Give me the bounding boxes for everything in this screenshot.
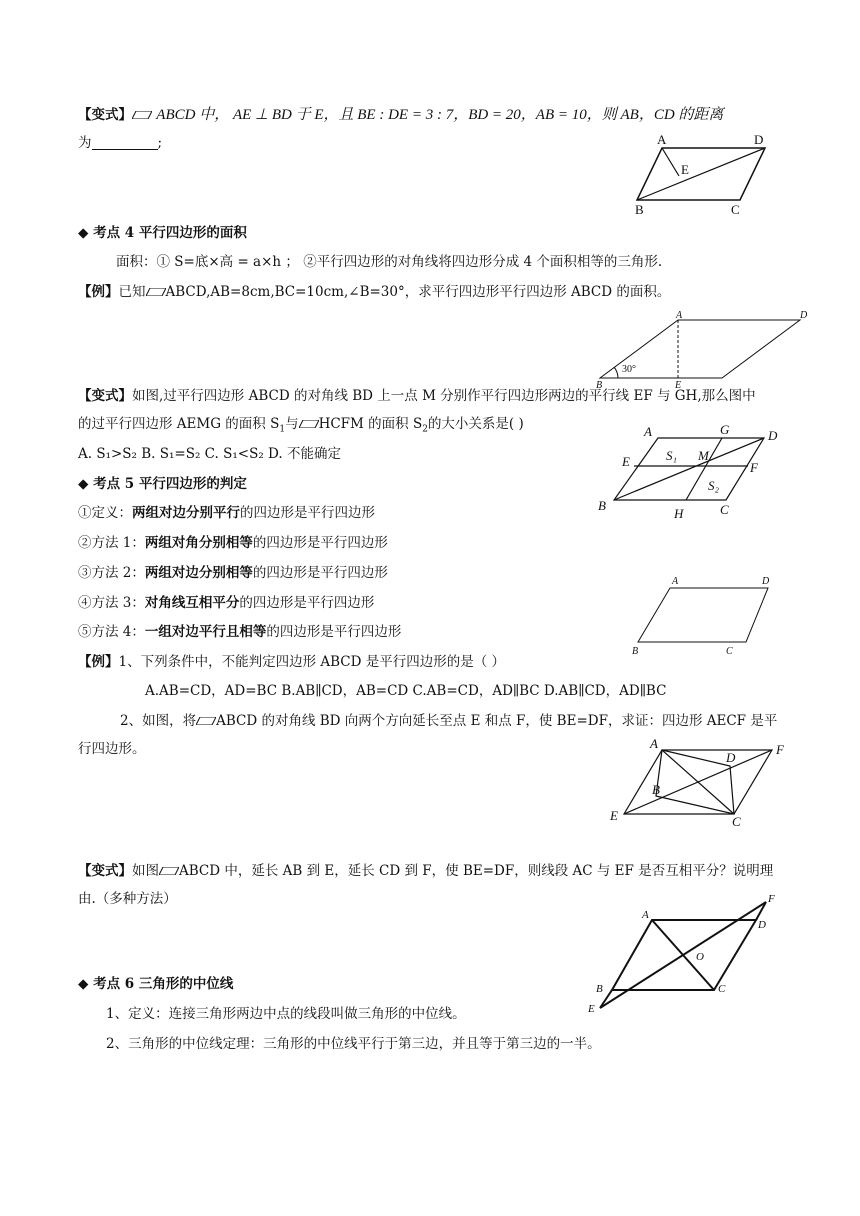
criterion-4: ④方法 3：对角线互相平分的四边形是平行四边形 xyxy=(78,595,375,611)
figure-parallelogram-abcd-e xyxy=(632,130,778,220)
example5-q1: 【例】1、下列条件中，不能判定四边形 ABCD 是平行四边形的是（ ） xyxy=(78,654,506,670)
variant2-line1: 【变式】如图,过平行四边形 ABCD 的对角线 BD 上一点 M 分别作平行四边形两边的平行线 EF 与 GH,那么图中 xyxy=(78,388,756,404)
fig2-angle-label: 30° xyxy=(622,364,636,375)
example4-line: 【例】已知 ABCD,AB=8cm,BC=10cm,∠B=30°，求平行四边形平行四边形 ABCD 的面积。 xyxy=(78,284,671,300)
fig4-label-c: C xyxy=(726,646,733,657)
section-title-4: ◆ 考点 4 平行四边形的面积 xyxy=(78,225,247,241)
fig6-label-d: D xyxy=(758,919,766,931)
example5-q2-line2: 行四边形。 xyxy=(78,741,146,757)
area-formulas: 面积：① S=底×高 = a×h ； ②平行四边形的对角线将四边形分成 4 个面积相等的三角形. xyxy=(116,254,663,270)
midline-definition: 1、定义：连接三角形两边中点的线段叫做三角形的中位线。 xyxy=(106,1006,466,1022)
fig3-label-a: A xyxy=(644,424,652,439)
fig3-label-c: C xyxy=(720,502,729,517)
criterion-1: ①定义：两组对边分别平行的四边形是平行四边形 xyxy=(78,505,375,521)
fig1-label-d: D xyxy=(754,132,764,147)
fig2-label-a: A xyxy=(676,310,683,321)
criterion-3: ③方法 2：两组对边分别相等的四边形是平行四边形 xyxy=(78,565,388,581)
fig3-label-h: H xyxy=(674,506,684,521)
variant2-options: A. S₁>S₂ B. S₁=S₂ C. S₁<S₂ D. 不能确定 xyxy=(78,446,341,462)
example5-q2-line1: 2、如图，将 ABCD 的对角线 BD 向两个方向延长至点 E 和点 F，使 BE=DF，求证：四边形 AECF 是平 xyxy=(120,713,778,729)
parallelogram-icon xyxy=(146,288,166,296)
fig6-label-e: E xyxy=(588,1003,595,1015)
fig3-label-d: D xyxy=(768,428,778,443)
figure-parallelogram-abcd xyxy=(628,570,778,660)
example5-q1-options: A.AB=CD，AD=BC B.AB∥CD，AB=CD C.AB=CD，AD∥BC D.AB∥CD，AD∥BC xyxy=(145,683,667,699)
parallelogram-icon xyxy=(196,717,216,725)
section-title-6: ◆ 考点 6 三角形的中位线 xyxy=(78,976,234,992)
fig5-label-e: E xyxy=(610,808,618,823)
variant1-math: ABCD 中， AE ⊥ BD 于 E，且 BE : DE = 3 : 7，BD = 20，AB = 10，则 AB，CD 的距离 xyxy=(156,107,724,123)
variant-tag: 【变式】 xyxy=(78,107,132,123)
fig3-label-b: B xyxy=(598,498,606,513)
figure-parallelogram-s1-s2 xyxy=(594,420,794,522)
fig1-label-b: B xyxy=(635,202,644,217)
fig3-label-g: G xyxy=(720,422,730,437)
fig1-label-c: C xyxy=(731,202,740,217)
fig6-label-c: C xyxy=(718,983,726,995)
figure-aecf xyxy=(604,734,794,830)
fig2-label-b: B xyxy=(596,380,603,391)
variant2-line2: 的过平行四边形 AEMG 的面积 $S_1$与 HCFM 的面积 $S_2$的大小关系是( ) xyxy=(78,416,524,435)
fig4-label-b: B xyxy=(632,646,639,657)
fig6-label-a: A xyxy=(642,909,649,921)
fig4-label-d: D xyxy=(762,576,770,587)
fig2-label-e: E xyxy=(675,380,682,391)
variant1-line2: 为 ; xyxy=(78,135,163,151)
section-title-5: ◆ 考点 5 平行四边形的判定 xyxy=(78,476,247,492)
variant1-line1 xyxy=(78,104,723,126)
midline-theorem: 2、三角形的中位线定理：三角形的中位线平行于第三边，并且等于第三边的一半。 xyxy=(106,1036,601,1052)
fig5-label-c: C xyxy=(732,814,741,829)
figure-parallelogram-30deg xyxy=(592,306,814,392)
fig5-label-b: B xyxy=(652,782,660,797)
fig3-label-s1: S₁ xyxy=(666,448,678,463)
parallelogram-icon xyxy=(132,111,152,119)
fig3-label-s2: S₂ xyxy=(708,478,720,493)
answer-blank[interactable] xyxy=(92,135,158,150)
fig6-label-b: B xyxy=(596,983,603,995)
criterion-5: ⑤方法 4：一组对边平行且相等的四边形是平行四边形 xyxy=(78,624,402,640)
fig2-label-d: D xyxy=(800,310,808,321)
fig3-label-m: M xyxy=(698,448,709,463)
fig1-label-a: A xyxy=(657,132,667,147)
fig1-label-e: E xyxy=(681,162,689,177)
fig5-label-a: A xyxy=(650,736,658,751)
fig4-label-a: A xyxy=(672,576,679,587)
fig3-label-f: F xyxy=(750,460,758,475)
fig5-label-d: D xyxy=(726,750,736,765)
figure-ac-ef-bisect xyxy=(586,888,786,1016)
variant3-line1: 【变式】如图 ABCD 中，延长 AB 到 E，延长 CD 到 F，使 BE=DF，则线段 AC 与 EF 是否互相平分？说明理 xyxy=(78,863,774,879)
parallelogram-icon xyxy=(299,420,319,428)
fig6-label-o: O xyxy=(696,951,704,963)
parallelogram-icon xyxy=(159,867,179,875)
criterion-2: ②方法 1：两组对角分别相等的四边形是平行四边形 xyxy=(78,535,388,551)
variant3-line2: 由.（多种方法） xyxy=(78,891,177,907)
fig6-label-f: F xyxy=(768,893,775,905)
fig3-label-e: E xyxy=(622,454,630,469)
fig5-label-f: F xyxy=(776,742,784,757)
